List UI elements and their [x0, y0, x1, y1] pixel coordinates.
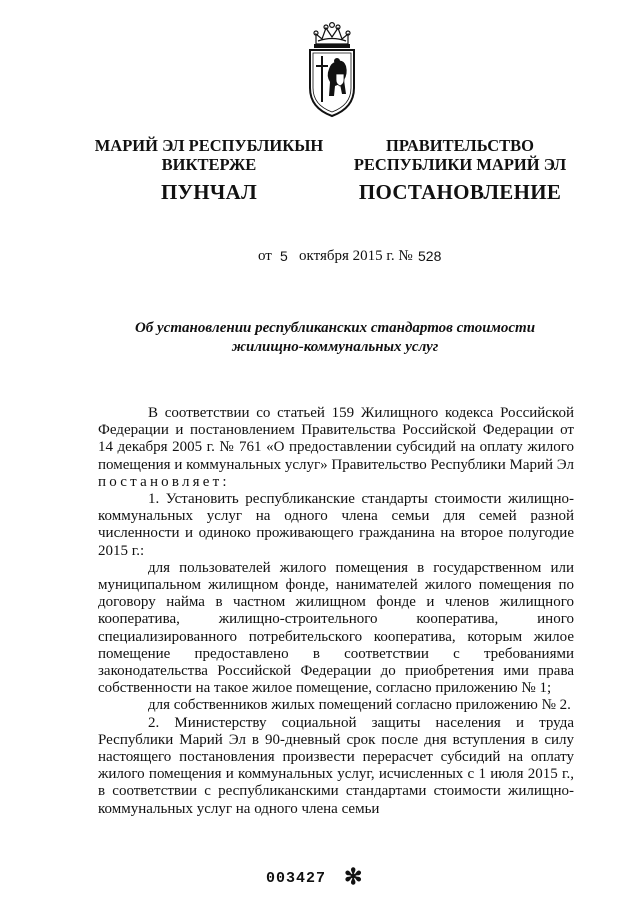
title-line2: жилищно-коммунальных услуг	[231, 339, 439, 355]
date-prefix: от	[258, 248, 272, 264]
preamble-text: В соответствии со статьей 159 Жилищного кодекса Российской Федерации и постановлением Правительства Российской Федерации от 14 декабря 2005 г. № 761 «О предоставлении субсидий на оплату жилого помещения и коммунальных услуг» Правительство Республики Марий Эл	[98, 405, 574, 473]
paragraph-item-1-b: для собственников жилых помещений согласно приложению № 2.	[148, 697, 571, 714]
date-day: 5	[280, 248, 288, 264]
header-left-line2: ВИКТЕРЖЕ	[161, 155, 257, 174]
title-line1: Об установлении республиканских стандартов стоимости	[134, 320, 536, 336]
header-right-line2: РЕСПУБЛИКИ МАРИЙ ЭЛ	[353, 155, 567, 174]
header-right-doc-type: ПОСТАНОВЛЕНИЕ	[358, 180, 562, 204]
header-left-line1: МАРИЙ ЭЛ РЕСПУБЛИКЫН	[94, 136, 324, 155]
paragraph-item-2: 2. Министерству социальной защиты населения и труда Республики Марий Эл в 90-дневный срок после дня вступления в силу настоящего постановления произвести перерасчет субсидий на оплату жилого помещения и коммунальных услуг, исчисленных с 1 июля 2015 г., в соответствии с республиканскими стандартами стоимости жилищно-коммунальных услуг на одного члена семьи	[98, 714, 574, 817]
paragraph-item-1-a: для пользователей жилого помещения в государственном или муниципальном жилищном фонде, нанимателей жилого помещения по договору найма в частном жилищном фонде и членов жилищного кооператива, жилищно-строительного кооператива, иного специализированного потребительского кооператива, которым жилое помещение предоставлено в соответствии с требованиями законодательства Российской Федерации до приобретения ими права собственности на такое жилое помещение, согласно приложению № 1;	[98, 559, 574, 697]
document-title	[100, 319, 570, 357]
asterisk-mark-icon: ✻	[344, 864, 363, 889]
preamble-resolves: постановляет:	[98, 473, 230, 490]
header-left-doc-type: ПУНЧАЛ	[160, 180, 258, 204]
date-month-year: октября 2015 г. №	[299, 248, 413, 264]
document-body	[98, 405, 574, 818]
header-right-line1: ПРАВИТЕЛЬСТВО	[386, 136, 534, 155]
header-left	[78, 136, 340, 202]
document-number: 528	[418, 248, 442, 264]
header-right	[346, 136, 574, 202]
paragraph-item-1: 1. Установить республиканские стандарты стоимости жилищно-коммунальных услуг на одного члена семьи для семей разной численности и одиноко проживающего гражданина на второе полугодие 2015 г.:	[98, 491, 574, 559]
serial-number: 003427	[266, 870, 327, 887]
coat-of-arms-icon	[302, 22, 362, 120]
paragraph-preamble	[98, 405, 574, 491]
